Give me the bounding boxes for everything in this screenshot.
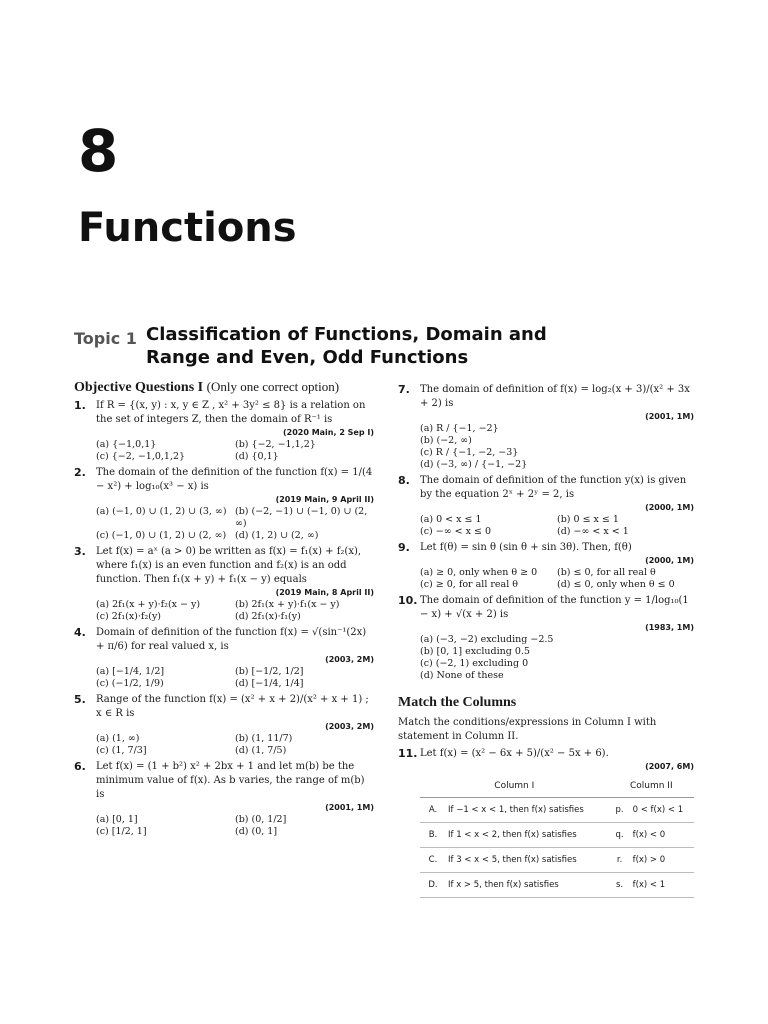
match-key-i: C. (420, 848, 446, 873)
match-key-i: D. (420, 873, 446, 898)
match-row (420, 848, 694, 873)
question-text: The domain of definition of f(x) = log₂(x + 3)/(x² + 3x + 2) is (420, 384, 690, 409)
option-item: (d) −∞ < x < 1 (557, 526, 629, 537)
option-item: (b) (−2, ∞) (420, 435, 472, 446)
option-item: (a) [0, 1] (96, 814, 138, 825)
question-item (398, 383, 694, 471)
options-grid (420, 423, 694, 471)
question-text: Let f(x) = (1 + b²) x² + 2bx + 1 and let m(b) be the minimum value of f(x). As b varies, the range of m(b) is (96, 761, 365, 800)
options-grid (420, 514, 694, 538)
option-item: (d) 2f₁(x)·f₁(y) (235, 611, 301, 622)
option-item: (a) [−1/4, 1/2] (96, 666, 165, 677)
option-item: (c) −∞ < x ≤ 0 (420, 526, 492, 537)
question-year: (2003, 2M) (325, 655, 374, 664)
question-number: 10. (398, 594, 418, 607)
option-item: (c) [1/2, 1] (96, 826, 147, 837)
option-item: (a) 2f₁(x + y)·f₂(x − y) (96, 599, 201, 610)
option-item: (b) {−2, −1,1,2} (235, 439, 316, 450)
match-statement: 0 < f(x) < 1 (631, 798, 694, 823)
options-grid (420, 634, 694, 682)
option-item: (b) 2f₁(x + y)·f₁(x − y) (235, 599, 340, 610)
match-section-title: Match the Columns (398, 695, 517, 710)
question-year: (2019 Main, 8 April II) (275, 588, 374, 597)
topic-title: Classification of Functions, Domain and Range and Even, Odd Functions (146, 324, 547, 368)
option-item: (d) [−1/4, 1/4] (235, 678, 304, 689)
options-grid (96, 814, 374, 838)
question-item (74, 399, 374, 463)
match-row (420, 873, 694, 898)
match-key-i: A. (420, 798, 446, 823)
question-item (398, 474, 694, 538)
option-item: (c) {−2, −1,0,1,2} (96, 451, 186, 462)
option-item: (c) (−2, 1) excluding 0 (420, 658, 529, 669)
question-text: If R = {(x, y) : x, y ∈ Z , x² + 3y² ≤ 8} is a relation on the set of integers Z, then the domain of R⁻¹ is (96, 400, 366, 425)
column-i-header: Column I (420, 775, 609, 798)
option-item: (b) [−1/2, 1/2] (235, 666, 304, 677)
question-year: (2001, 1M) (645, 412, 694, 421)
question-number: 11. (398, 747, 418, 760)
option-item: (a) {−1,0,1} (96, 439, 157, 450)
match-row (420, 823, 694, 848)
match-key-ii: q. (609, 823, 631, 848)
match-statement: f(x) > 0 (631, 848, 694, 873)
question-item (398, 541, 694, 591)
option-item: (c) R / {−1, −2, −3} (420, 447, 519, 458)
question-number: 1. (74, 399, 86, 412)
question-year: (2000, 1M) (645, 503, 694, 512)
right-column (398, 380, 694, 898)
question-text: Let f(x) = aˣ (a > 0) be written as f(x) = f₁(x) + f₂(x), where f₁(x) is an even function and f₂(x) is an odd function. Then f₁(x + y) + f₁(x − y) equals (96, 546, 362, 585)
option-item: (a) (−1, 0) ∪ (1, 2) ∪ (3, ∞) (96, 506, 227, 517)
option-item: (c) (1, 7/3] (96, 745, 147, 756)
question-number: 4. (74, 626, 86, 639)
options-grid (96, 666, 374, 690)
left-question-list (74, 399, 374, 838)
question-item (74, 693, 374, 757)
match-key-i: B. (420, 823, 446, 848)
question-year: (2019 Main, 9 April II) (275, 495, 374, 504)
question-item (74, 466, 374, 542)
option-item: (d) {0,1} (235, 451, 279, 462)
question-number: 6. (74, 760, 86, 773)
match-key-ii: r. (609, 848, 631, 873)
question-number: 9. (398, 541, 410, 554)
question-item (74, 545, 374, 623)
right-question-list (398, 383, 694, 682)
question-year: (2007, 6M) (645, 762, 694, 771)
chapter-number: 8 (78, 117, 119, 185)
question-text: The domain of definition of the function y(x) is given by the equation 2ˣ + 2ʸ = 2, is (420, 475, 687, 500)
option-item: (c) ≥ 0, for all real θ (420, 579, 518, 590)
options-grid (420, 567, 694, 591)
option-item: (b) 0 ≤ x ≤ 1 (557, 514, 619, 525)
match-header-row (420, 775, 694, 798)
match-key-ii: p. (609, 798, 631, 823)
question-text: The domain of the definition of the function f(x) = 1/(4 − x²) + log₁₀(x³ − x) is (96, 467, 373, 492)
question-text: Let f(x) = (x² − 6x + 5)/(x² − 5x + 6). (420, 748, 609, 759)
match-condition: If 1 < x < 2, then f(x) satisfies (446, 823, 609, 848)
option-item: (d) (1, 2) ∪ (2, ∞) (235, 530, 319, 541)
section-title (74, 380, 374, 395)
options-grid (96, 599, 374, 623)
section-title-main: Objective Questions I (74, 380, 204, 395)
match-key-ii: s. (609, 873, 631, 898)
option-item: (b) (1, 11/7) (235, 733, 293, 744)
option-item: (a) (−3, −2) excluding −2.5 (420, 634, 554, 645)
section-subtitle: (Only one correct option) (206, 379, 340, 394)
question-number: 8. (398, 474, 410, 487)
option-item: (d) None of these (420, 670, 504, 681)
option-item: (a) (1, ∞) (96, 733, 140, 744)
question-year: (2000, 1M) (645, 556, 694, 565)
match-row (420, 798, 694, 823)
option-item: (c) (−1/2, 1/9) (96, 678, 164, 689)
option-item: (b) [0, 1] excluding 0.5 (420, 646, 530, 657)
option-item: (c) (−1, 0) ∪ (1, 2) ∪ (2, ∞) (96, 530, 227, 541)
question-year: (2001, 1M) (325, 803, 374, 812)
question-number: 5. (74, 693, 86, 706)
match-body (420, 798, 694, 898)
question-text: Let f(θ) = sin θ (sin θ + sin 3θ). Then, f(θ) (420, 542, 632, 553)
options-grid (96, 506, 374, 542)
question-number: 7. (398, 383, 410, 396)
question-year: (2020 Main, 2 Sep I) (282, 428, 374, 437)
question-year: (1983, 1M) (645, 623, 694, 632)
left-column (74, 380, 374, 838)
match-intro: Match the conditions/expressions in Column I with statement in Column II. (398, 717, 657, 742)
question-item (74, 626, 374, 690)
column-ii-header: Column II (609, 775, 694, 798)
option-item: (d) (0, 1] (235, 826, 278, 837)
option-item: (a) R / {−1, −2} (420, 423, 499, 434)
match-condition: If x > 5, then f(x) satisfies (446, 873, 609, 898)
options-grid (96, 733, 374, 757)
question-text: The domain of definition of the function y = 1/log₁₀(1 − x) + √(x + 2) is (420, 595, 689, 620)
match-condition: If 3 < x < 5, then f(x) satisfies (446, 848, 609, 873)
option-item: (b) ≤ 0, for all real θ (557, 567, 656, 578)
question-number: 3. (74, 545, 86, 558)
option-item: (b) (0, 1/2] (235, 814, 287, 825)
chapter-title: Functions (78, 205, 297, 251)
match-statement: f(x) < 0 (631, 823, 694, 848)
option-item: (c) 2f₁(x)·f₂(y) (96, 611, 162, 622)
question-item (74, 760, 374, 838)
match-condition: If −1 < x < 1, then f(x) satisfies (446, 798, 609, 823)
question-text: Domain of definition of the function f(x) = √(sin⁻¹(2x) + π/6) for real valued x, is (96, 627, 367, 652)
question-11 (398, 747, 694, 898)
options-grid (96, 439, 374, 463)
option-item: (b) (−2, −1) ∪ (−1, 0) ∪ (2, ∞) (235, 506, 368, 529)
match-statement: f(x) < 1 (631, 873, 694, 898)
option-item: (d) (1, 7/5) (235, 745, 287, 756)
option-item: (a) ≥ 0, only when θ ≥ 0 (420, 567, 538, 578)
option-item: (d) ≤ 0, only when θ ≤ 0 (557, 579, 675, 590)
question-number: 2. (74, 466, 86, 479)
option-item: (a) 0 < x ≤ 1 (420, 514, 482, 525)
question-year: (2003, 2M) (325, 722, 374, 731)
match-table (420, 775, 694, 898)
question-item (398, 594, 694, 682)
topic-label: Topic 1 (74, 329, 137, 348)
question-text: Range of the function f(x) = (x² + x + 2)/(x² + x + 1) ; x ∈ R is (96, 694, 369, 719)
option-item: (d) (−3, ∞) / {−1, −2} (420, 459, 528, 470)
